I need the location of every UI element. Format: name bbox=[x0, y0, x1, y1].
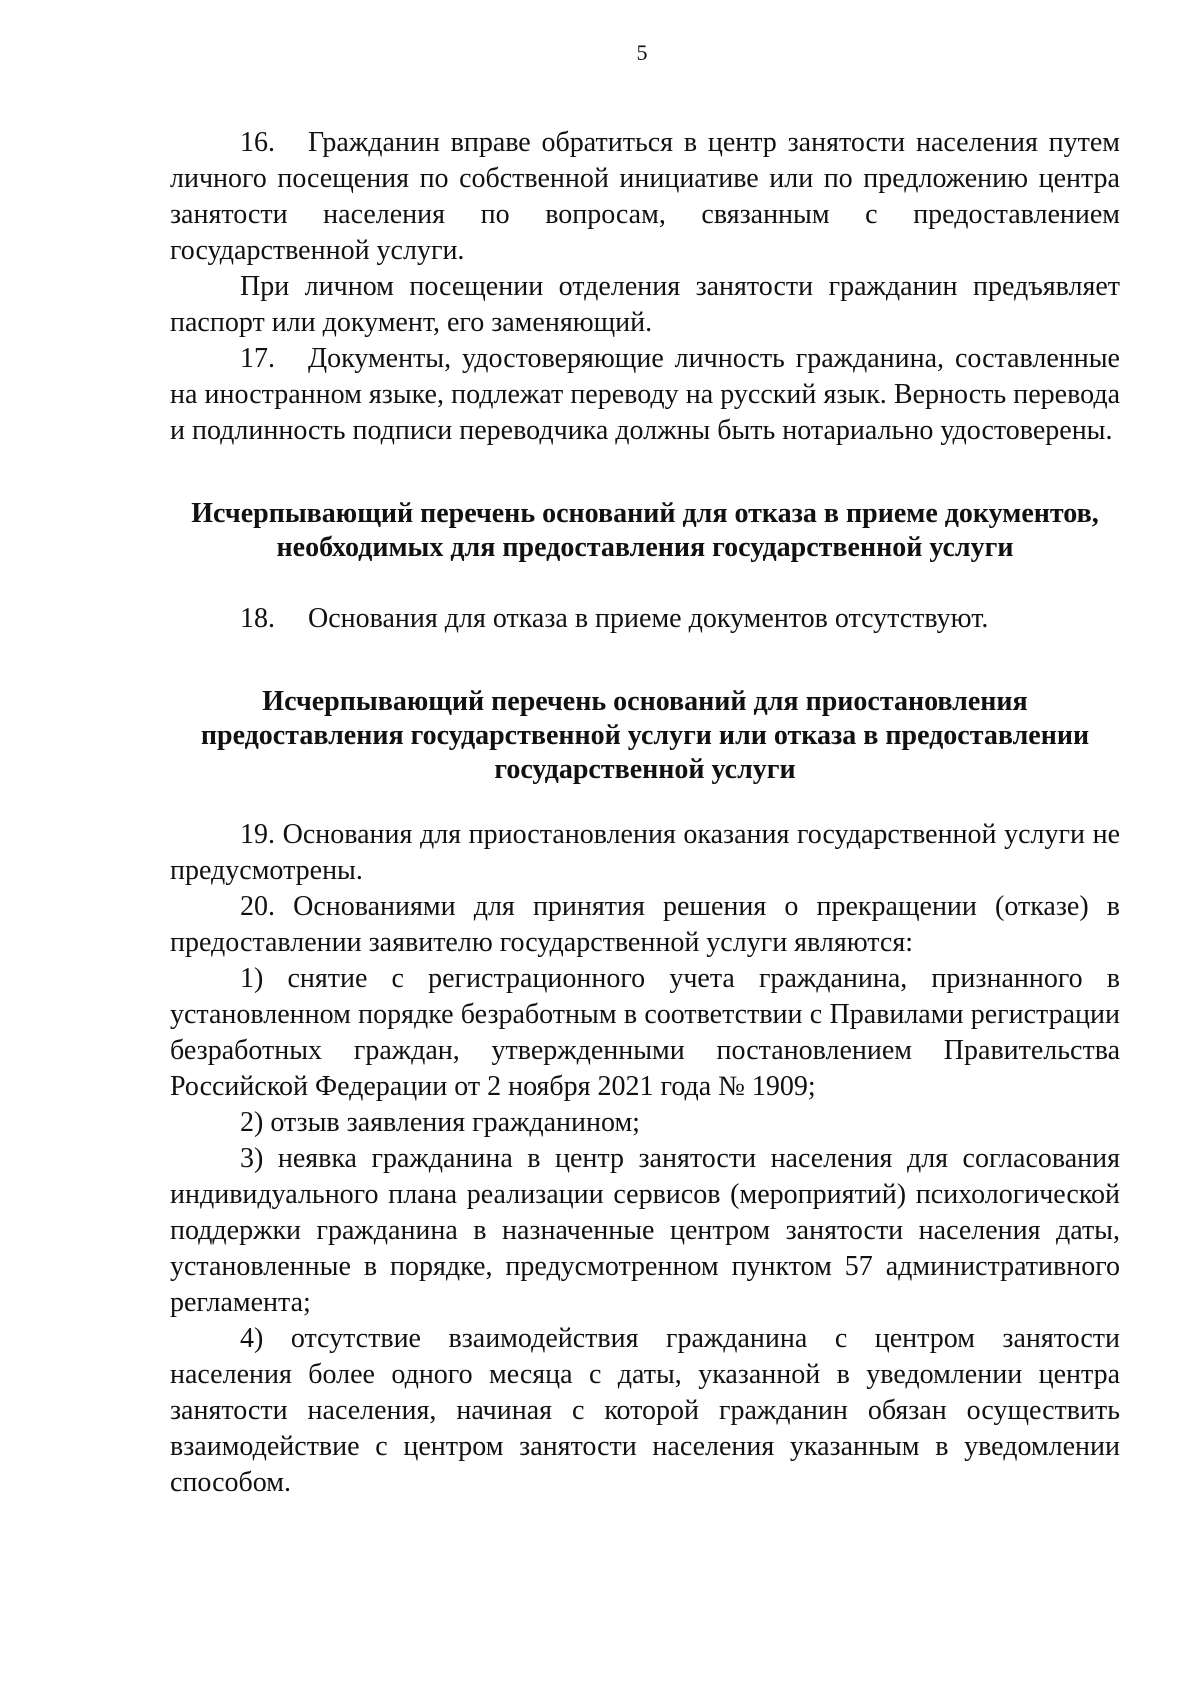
paragraph-18 bbox=[170, 601, 1120, 637]
document-body bbox=[170, 125, 1120, 1501]
spacer bbox=[170, 565, 1120, 601]
paragraph-18-number: 18. bbox=[240, 603, 275, 634]
list-item-3: 3) неявка гражданина в центр занятости населения для согласования индивидуального плана реализации сервисов (мероприятий) психологической поддержки гражданина в назначенные центром занятости населения даты, установленные в порядке, предусмотренном пунктом 57 административного регламента; bbox=[170, 1143, 1120, 1318]
section-heading-refusal-documents: Исчерпывающий перечень оснований для отказа в приеме документов, необходимых для предоставления государственной услуги bbox=[191, 498, 1099, 563]
paragraph-16-continuation: При личном посещении отделения занятости гражданин предъявляет паспорт или документ, его заменяющий. bbox=[170, 271, 1120, 338]
paragraph-19: 19. Основания для приостановления оказания государственной услуги не предусмотрены. bbox=[170, 819, 1120, 886]
section-heading-suspension-refusal: Исчерпывающий перечень оснований для приостановления предоставления государственной услуги или отказа в предоставлении государственной услуги bbox=[200, 686, 1090, 785]
spacer bbox=[170, 449, 1120, 497]
list-item-1: 1) снятие с регистрационного учета гражданина, признанного в установленном порядке безработным в соответствии с Правилами регистрации безработных граждан, утвержденными постановлением Правительства Российской Федерации от 2 ноября 2021 года № 1909; bbox=[170, 963, 1120, 1102]
paragraph-18-text: Основания для отказа в приеме документов отсутствуют. bbox=[308, 603, 989, 634]
spacer bbox=[170, 787, 1120, 817]
paragraph-17-number: 17. bbox=[240, 343, 275, 374]
paragraph-17 bbox=[170, 341, 1120, 449]
spacer bbox=[170, 637, 1120, 685]
paragraph-20: 20. Основаниями для принятия решения о прекращении (отказе) в предоставлении заявителю государственной услуги являются: bbox=[170, 891, 1120, 958]
paragraph-16-text: Гражданин вправе обратиться в центр занятости населения путем личного посещения по собственной инициативе или по предложению центра занятости населения по вопросам, связанным с предоставлением государственной услуги. bbox=[170, 127, 1120, 266]
page-number: 5 bbox=[636, 40, 648, 65]
list-item-2: 2) отзыв заявления гражданином; bbox=[240, 1107, 640, 1138]
paragraph-16-number: 16. bbox=[240, 127, 275, 158]
paragraph-16 bbox=[170, 125, 1120, 269]
list-item-4: 4) отсутствие взаимодействия гражданина с центром занятости населения более одного месяца с даты, указанной в уведомлении центра занятости населения, начиная с которой гражданин обязан осуществить взаимодействие с центром занятости населения указанным в уведомлении способом. bbox=[170, 1323, 1120, 1498]
paragraph-17-text: Документы, удостоверяющие личность гражданина, составленные на иностранном языке, подлежат переводу на русский язык. Верность перевода и подлинность подписи переводчика должны быть нотариально удостоверены. bbox=[170, 343, 1120, 446]
